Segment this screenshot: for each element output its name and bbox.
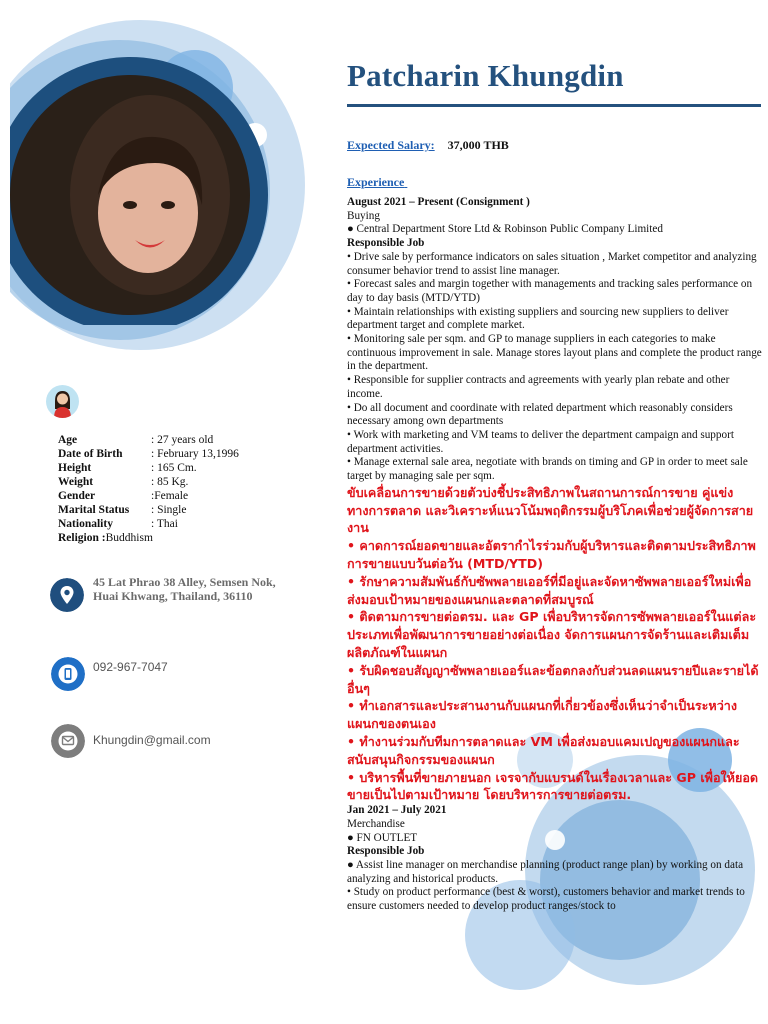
- salary-value: 37,000 THB: [447, 138, 509, 152]
- mail-icon: [51, 724, 85, 758]
- job-period: August 2021 – Present (Consignment ): [347, 196, 530, 208]
- salary-label: Expected Salary:: [347, 138, 435, 152]
- responsibility-item: • Drive sale by performance indicators on sales situation , Market competitor and analyzing consumer behavior trend to assist line manager.: [347, 250, 757, 277]
- candidate-name: Patcharin Khungdin: [347, 58, 624, 93]
- expected-salary: [347, 138, 509, 153]
- responsibility-item: • Monitoring sale per sqm. and GP to manage suppliers in each categories to make continuous improvement in sale. Manage stores layout plans and complete the product range in the department.: [347, 333, 762, 373]
- responsibility-item: • Do all document and coordinate with related department which reasonably considers necessary among own departments: [347, 401, 733, 428]
- thai-item: • ทำงานร่วมกับทีมการตลาดและ VM เพื่อส่งมอบแคมเปญของแผนกและสนับสนุนกิจกรรมของแผนก: [347, 733, 740, 767]
- info-row: Gender :Female: [58, 490, 189, 502]
- responsibility-heading: Responsible Job: [347, 845, 425, 858]
- responsibility-item: • Study on product performance (best & worst), customers behavior and market trends to ensure customers needed to develop product ranges/stock to: [347, 886, 745, 913]
- thai-item: • ติดตามการขายต่อตรม. และ GP เพื่อบริหารจัดการซัพพลายเออร์ในแต่ละประเภทเพื่อพัฒนาการขายอย่างต่อเนื่อง จัดการแผนการจัดร้านและเติมเต็มผลิตภัณฑ์ในแผนก: [347, 609, 757, 660]
- responsibility-item: • Manage external sale area, negotiate with brands on timing and GP in order to meet sale target by managing sale per sqm.: [347, 456, 748, 483]
- job-period: Jan 2021 – July 2021: [347, 804, 447, 817]
- job-role: Buying: [347, 209, 380, 222]
- phone-icon: [51, 657, 85, 691]
- responsibility-heading: Responsible Job: [347, 237, 425, 250]
- profile-photo: [0, 45, 310, 325]
- job-company: ● Central Department Store Ltd & Robinson Public Company Limited: [347, 223, 663, 236]
- info-row: Weight : 85 Kg.: [58, 476, 189, 488]
- job-company: ● FN OUTLET: [347, 831, 418, 844]
- thai-item: • บริหารพื้นที่ขายภายนอก เจรจากับแบรนด์ในเรื่องเวลาและ GP เพื่อให้ยอดขายเป็นไปตามเป้าหมาย โดยบริหารการขายต่อตรม.: [347, 769, 759, 803]
- thai-item: • ทำเอกสารและประสานงานกับแผนกที่เกี่ยวข้องซึ่งเห็นว่าจำเป็นระหว่างแผนกของตนเอง: [347, 698, 738, 732]
- experience-section: [347, 196, 762, 914]
- experience-heading: Experience: [347, 175, 405, 189]
- thai-item: • คาดการณ์ยอดขายและอัตรากำไรร่วมกับผู้บริหารและติดตามประสิทธิภาพการขายแบบวันต่อวัน (MTD/YTD): [347, 538, 756, 571]
- thai-item: • รักษาความสัมพันธ์กับซัพพลายเออร์ที่มีอยู่และจัดหาซัพพลายเออร์ใหม่เพื่อส่งมอบเป้าหมายของแผนกและตลาดที่สมบูรณ์: [347, 573, 752, 607]
- personal-info: [58, 433, 239, 545]
- info-row: Age : 27 years old: [58, 434, 214, 446]
- info-row: Marital Status : Single: [58, 504, 187, 516]
- job-role: Merchandise: [347, 817, 405, 830]
- thai-item: ขับเคลื่อนการขายด้วยตัวบ่งชี้ประสิทธิภาพในสถานการณ์การขาย คู่แข่งทางการตลาด และวิเคราะห์แนวโน้มพฤติกรรมผู้บริโภคเพื่อช่วยผู้จัดการสายงาน: [347, 484, 754, 536]
- email-address[interactable]: Khungdin@gmail.com: [93, 733, 211, 747]
- thai-item: • รับผิดชอบสัญญาซัพพลายเออร์และข้อตกลงกับส่วนลดแผนรายปีและรายได้อื่นๆ: [347, 662, 759, 696]
- responsibility-item: ● Assist line manager on merchandise planning (product range plan) by working on data analyzing and historical products.: [347, 858, 744, 885]
- location-pin-icon: [50, 578, 84, 612]
- responsibility-item: • Maintain relationships with existing suppliers and sourcing new suppliers to deliver department target and complete market.: [347, 305, 729, 332]
- info-row: Date of Birth : February 13,1996: [58, 448, 239, 460]
- responsibility-item: • Forecast sales and margin together with managements and tracking sales performance on day to day basis (MTD/YTD): [347, 278, 753, 304]
- info-row: Nationality : Thai: [58, 518, 178, 530]
- phone-number[interactable]: 092-967-7047: [93, 660, 168, 674]
- thai-responsibilities: [347, 484, 762, 804]
- avatar: [46, 385, 79, 418]
- responsibility-item: • Responsible for supplier contracts and agreements with yearly plan rebate and other income.: [347, 374, 730, 400]
- title-divider: [347, 104, 761, 107]
- info-row-religion: Religion : Buddhism: [58, 532, 153, 544]
- info-row: Height : 165 Cm.: [58, 462, 197, 474]
- responsibility-item: • Work with marketing and VM teams to deliver the department campaign and support department activities.: [347, 428, 734, 455]
- address-text: 45 Lat Phrao 38 Alley, Semsen Nok, Huai Khwang, Thailand, 36110: [93, 575, 276, 603]
